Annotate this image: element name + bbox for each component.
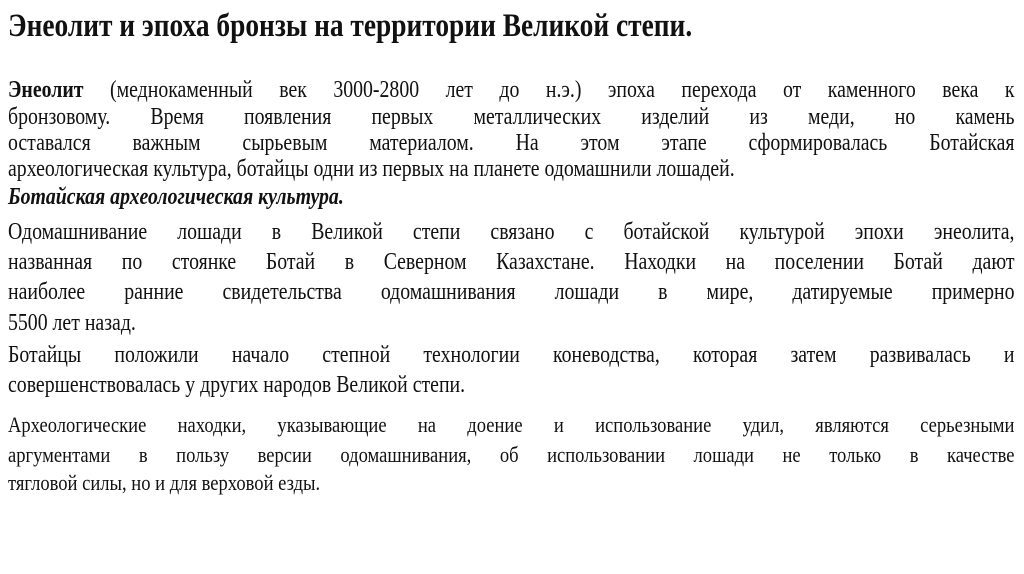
text-line: Одомашнивание лошади в Великой степи связано с ботайской культурой эпохи энеолита, bbox=[8, 219, 1015, 245]
text-line: названная по стоянке Ботай в Северном Казахстане. Находки на поселении Ботай дают bbox=[8, 249, 1015, 275]
text-line: Ботайцы положили начало степной технологии коневодства, которая затем развивалась и bbox=[8, 342, 1015, 368]
text-line: совершенствовалась у других народов Великой степи. bbox=[8, 372, 466, 398]
text-line bbox=[8, 76, 1015, 104]
term-eneolithic: Энеолит bbox=[8, 77, 84, 103]
text-line: бронзовому. Время появления первых металлических изделий из меди, но камень bbox=[8, 104, 1015, 130]
text-line: 5500 лет назад. bbox=[8, 310, 136, 336]
text-line: тягловой силы, но и для верховой езды. bbox=[8, 470, 321, 495]
section-heading: Ботайская археологическая культура. bbox=[8, 184, 344, 210]
text-line: археологическая культура, ботайцы одни из первых на планете одомашнили лошадей. bbox=[8, 156, 735, 182]
text-line: аргументами в пользу версии одомашнивания, об использовании лошади не только в качестве bbox=[8, 442, 1015, 467]
text-line: наиболее ранние свидетельства одомашнивания лошади в мире, датируемые примерно bbox=[8, 279, 1015, 305]
slide-title: Энеолит и эпоха бронзы на территории Великой степи. bbox=[8, 8, 693, 44]
text-span: (меднокаменный век 3000-2800 лет до н.э.) эпоха перехода от каменного века к bbox=[83, 77, 1015, 103]
text-line: оставался важным сырьевым материалом. На этом этапе сформировалась Ботайская bbox=[8, 130, 1015, 156]
text-line: Археологические находки, указывающие на доение и использование удил, являются серьезными bbox=[8, 412, 1015, 437]
